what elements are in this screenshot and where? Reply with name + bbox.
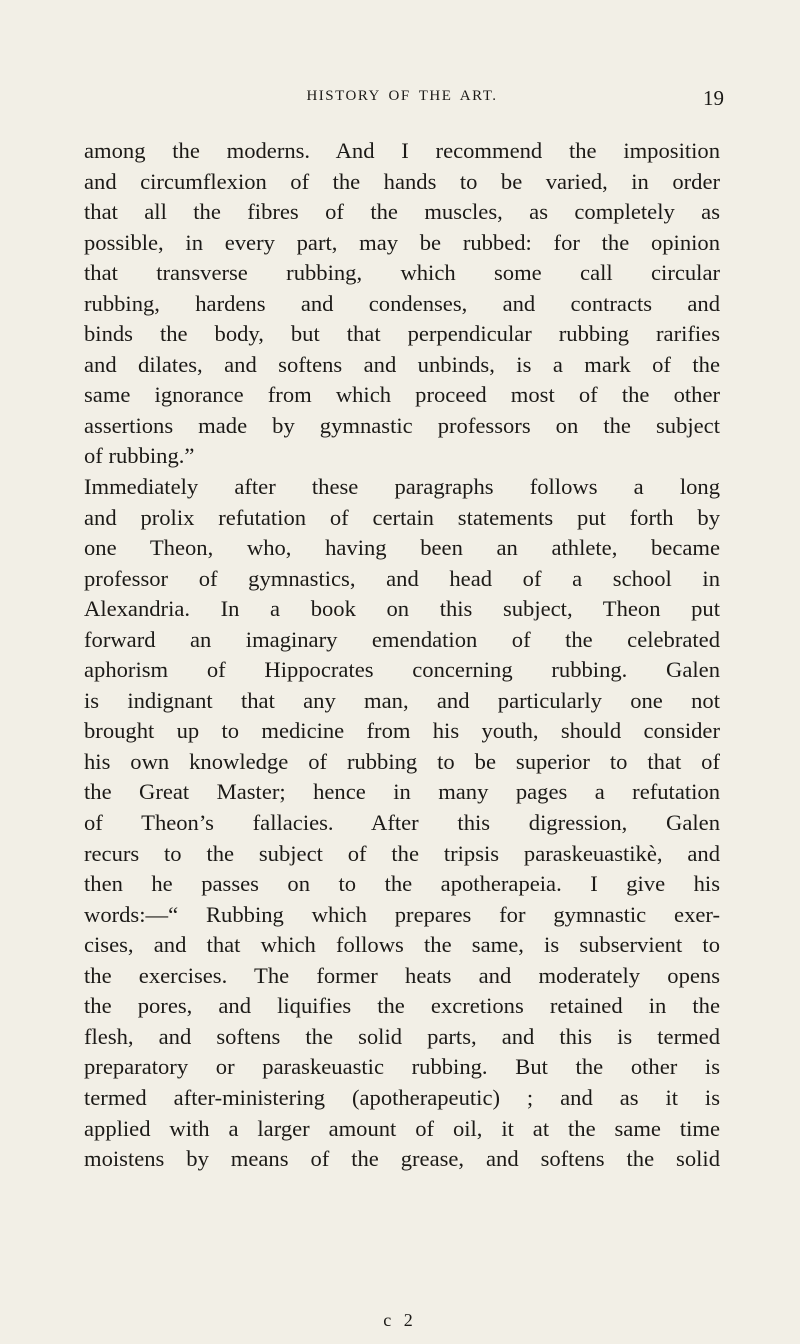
text-line: among the moderns. And I recommend the imposition [84, 138, 720, 163]
text-line: one Theon, who, having been an athlete, became [84, 535, 720, 561]
text-line: professor of gymnastics, and head of a school in [84, 565, 720, 591]
text-line: applied with a larger amount of oil, it at the same time [84, 1115, 720, 1141]
text-line: flesh, and softens the solid parts, and this is termed [84, 1023, 720, 1049]
text-line: binds the body, but that perpendicular rubbing rarifies [84, 321, 720, 347]
text-line: preparatory or paraskeuastic rubbing. But the other is [84, 1054, 720, 1080]
text-line: words:—“ Rubbing which prepares for gymnastic exer- [84, 901, 720, 927]
running-title: HISTORY OF THE ART. [306, 88, 498, 104]
text-line: cises, and that which follows the same, is subservient to [84, 932, 720, 958]
text-line: assertions made by gymnastic professors on the subject [84, 412, 720, 438]
text-line: brought up to medicine from his youth, should consider [84, 718, 720, 744]
text-line: his own knowledge of rubbing to be superior to that of [84, 748, 720, 774]
body-text [84, 136, 720, 1175]
text-line: aphorism of Hippocrates concerning rubbing. Galen [84, 657, 720, 683]
text-line: of rubbing.” [84, 443, 195, 469]
signature-mark: c 2 [383, 1310, 417, 1330]
text-line: and dilates, and softens and unbinds, is a mark of the [84, 351, 720, 377]
running-head [84, 86, 724, 112]
text-line: same ignorance from which proceed most of the other [84, 382, 720, 408]
text-line: the exercises. The former heats and moderately opens [84, 962, 720, 988]
text-line: that all the fibres of the muscles, as completely as [84, 199, 720, 225]
text-line: moistens by means of the grease, and softens the solid [84, 1146, 720, 1172]
page-number: 19 [703, 86, 724, 110]
text-line: Alexandria. In a book on this subject, Theon put [84, 596, 720, 622]
text-line: of Theon’s fallacies. After this digression, Galen [84, 810, 720, 836]
text-line: forward an imaginary emendation of the celebrated [84, 626, 720, 652]
text-line: the pores, and liquifies the excretions retained in the [84, 993, 720, 1019]
text-line: possible, in every part, may be rubbed: for the opinion [84, 229, 720, 255]
text-line: that transverse rubbing, which some call circular [84, 260, 720, 286]
text-line: recurs to the subject of the tripsis paraskeuastikè, and [84, 840, 720, 866]
text-line: rubbing, hardens and condenses, and contracts and [84, 290, 720, 316]
text-line: and prolix refutation of certain statements put forth by [84, 504, 720, 530]
text-line: the Great Master; hence in many pages a refutation [84, 779, 720, 805]
text-line: is indignant that any man, and particularly one not [84, 687, 720, 713]
text-line: termed after-ministering (apotherapeutic) ; and as it is [84, 1084, 720, 1110]
text-line: Immediately after these paragraphs follows a long [84, 474, 720, 500]
text-line: and circumflexion of the hands to be varied, in order [84, 168, 720, 194]
text-line: then he passes on to the apotherapeia. I give his [84, 871, 720, 897]
